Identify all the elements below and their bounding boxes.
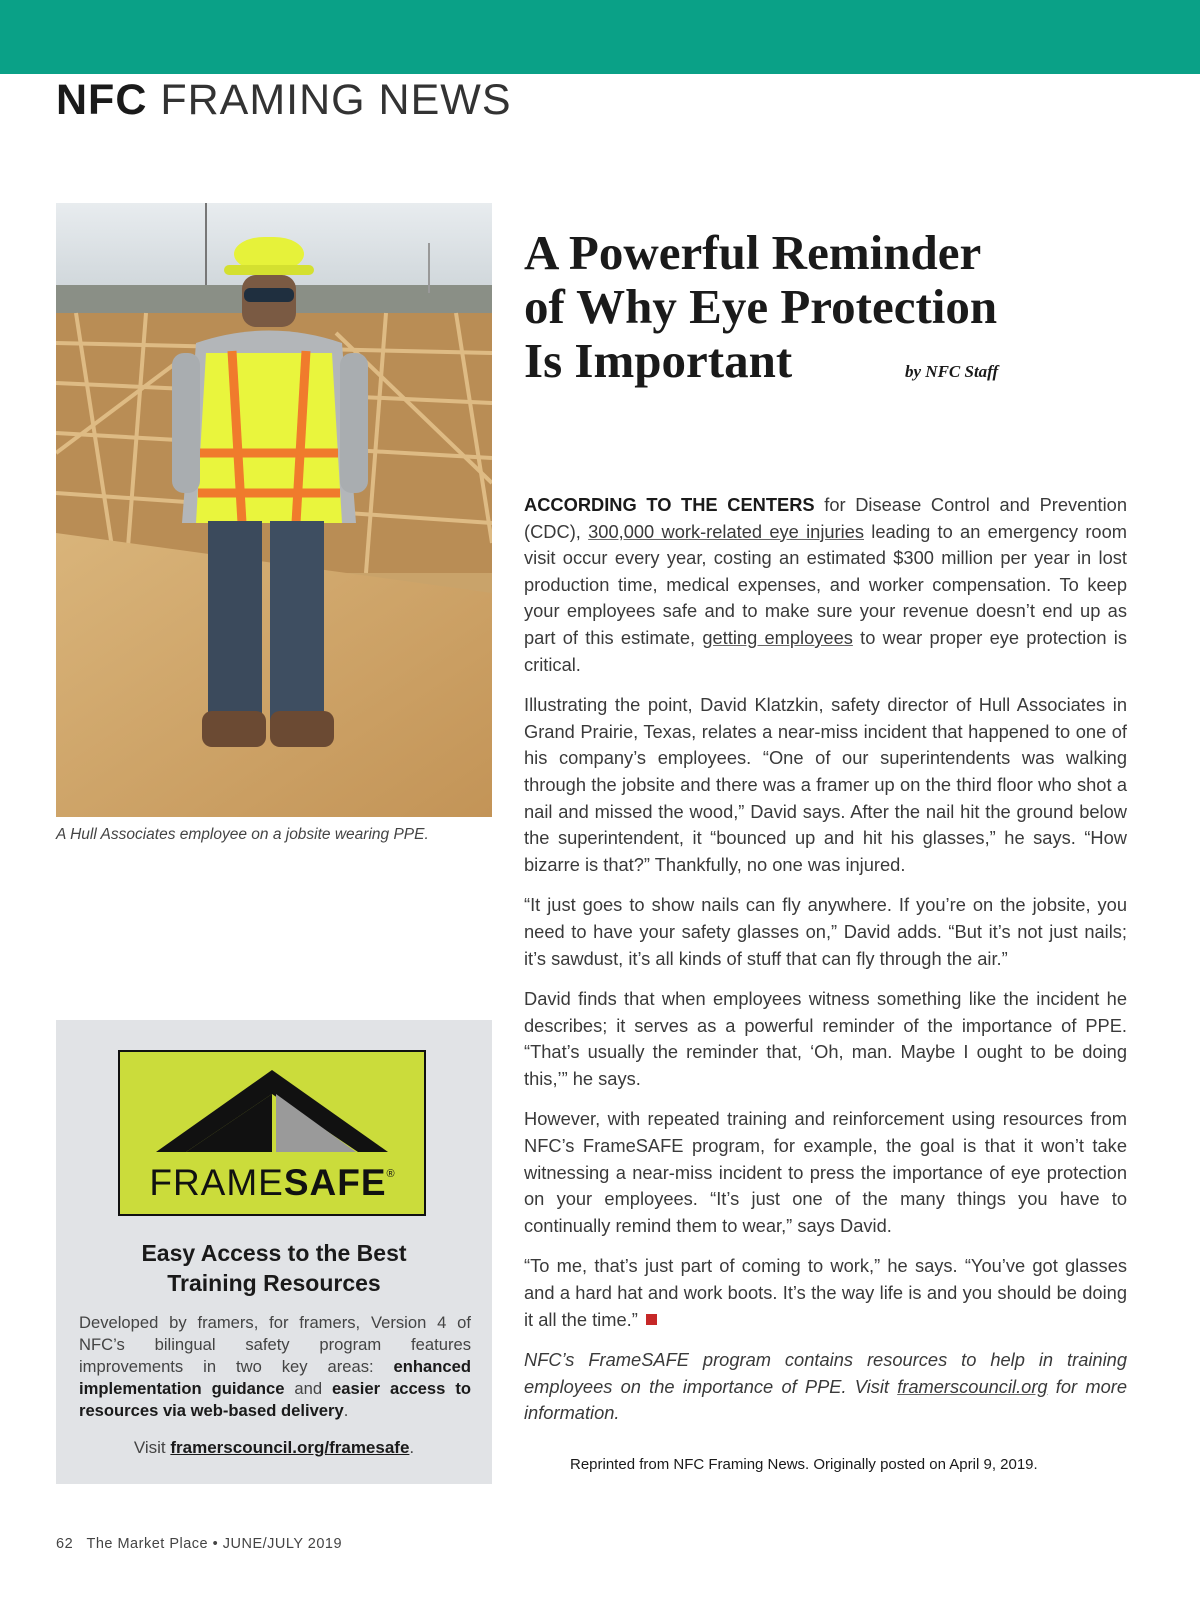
paragraph-7-text-b: for more information. <box>524 1375 1127 1424</box>
paragraph-1-text-b: leading to an emergency room visit occur every year, costing an estimated $300 million per year in lost production time, medical expenses, and worker compensation. To keep your employees safe and to make sure your revenue doesn’t end up as part of this estimate, <box>524 520 1127 648</box>
paragraph-6 <box>524 1253 1127 1333</box>
paragraph-2: Illustrating the point, David Klatzkin, safety director of Hull Associates in Grand Prairie, Texas, relates a near-miss incident that happened to one of his company’s employees. “One of our superintendents was walking through the jobsite and there was a framer up on the third floor who shot a nail and missed the wood,” David says. After the nail hit the ground below the superintendent, it “bounced up and hit his glasses,” he says. “How bizarre is that?” Thankfully, no one was injured. <box>524 694 1127 875</box>
paragraph-1-lead: ACCORDING TO THE CENTERS <box>524 494 815 515</box>
logo-frame-text: FRAME <box>149 1162 284 1203</box>
roof-icon <box>120 1052 424 1162</box>
page-footer: 62 The Market Place • JUNE/JULY 2019 <box>56 1536 343 1552</box>
top-color-bar <box>0 0 1200 74</box>
framesafe-logo <box>118 1050 426 1216</box>
promo-text-a: Developed by framers, for framers, Version 4 of NFC’s bilingual safety program features improvements in two key areas: <box>79 1313 471 1376</box>
promo-title-line-2: Training Resources <box>167 1270 381 1296</box>
promo-text-end: . <box>343 1401 349 1420</box>
worker-photo-illustration <box>56 203 492 817</box>
paragraph-1-text-a: for Disease Control and Prevention (CDC), <box>524 494 1127 542</box>
paragraph-1-text-c: to wear proper eye protection is critical. <box>524 626 1128 675</box>
paragraph-3: “It just goes to show nails can fly anywhere. If you’re on the jobsite, you need to have your safety glasses on,” David adds. “But it’s not just nails; it’s sawdust, it’s all kinds of stuff that can fly through the air.” <box>524 894 1127 969</box>
framesafe-promo-box <box>56 1020 492 1484</box>
paragraph-1 <box>524 492 1127 678</box>
article-byline: by NFC Staff <box>905 362 999 381</box>
paragraph-7 <box>524 1347 1127 1427</box>
article-title <box>524 226 1084 388</box>
promo-bold-1: enhanced implementation guidance <box>79 1357 471 1398</box>
promo-title-line-1: Easy Access to the Best <box>141 1240 407 1266</box>
logo-safe-text: SAFE <box>283 1162 387 1203</box>
promo-visit-end: . <box>409 1438 415 1457</box>
paragraph-7-text-a: NFC’s FrameSAFE program contains resources to help in training employees on the importance of PPE. Visit <box>524 1349 1127 1397</box>
article-title-line-3: Is Important <box>524 333 793 388</box>
reprint-note: Reprinted from NFC Framing News. Originally posted on April 9, 2019. <box>570 1456 1038 1473</box>
promo-description <box>79 1312 471 1422</box>
photo-caption: A Hull Associates employee on a jobsite wearing PPE. <box>56 826 429 843</box>
page-number: 62 <box>56 1536 74 1552</box>
paragraph-6-text: “To me, that’s just part of coming to work,” he says. “You’ve got glasses and a hard hat and work boots. It’s the way life is and you should be doing it all the time.” <box>524 1255 1127 1330</box>
issue-date: JUNE/JULY 2019 <box>222 1536 343 1552</box>
article-title-line-1: A Powerful Reminder <box>524 225 982 280</box>
framesafe-wordmark <box>120 1162 424 1204</box>
masthead-framing-news: FRAMING NEWS <box>160 76 512 124</box>
end-of-article-mark <box>646 1314 657 1325</box>
eye-injuries-link[interactable]: 300,000 work-related eye injuries <box>588 520 865 542</box>
publication-name: The Market Place <box>86 1536 209 1552</box>
masthead-nfc: NFC <box>56 76 148 124</box>
promo-visit-line <box>56 1438 492 1458</box>
framesafe-link[interactable]: framerscouncil.org/framesafe <box>170 1438 410 1457</box>
promo-text-and: and <box>284 1379 333 1398</box>
article-title-line-2: of Why Eye Protection <box>524 279 998 334</box>
framerscouncil-link[interactable]: framerscouncil.org <box>897 1375 1048 1397</box>
promo-visit-label: Visit <box>133 1438 171 1457</box>
paragraph-5: However, with repeated training and reinforcement using resources from NFC’s FrameSAFE program, for example, the goal is that it won’t take witnessing a near-miss incident to press the importance of eye protection on your employees. “It’s just one of the many things you have to continually remind them to wear,” says David. <box>524 1108 1127 1236</box>
getting-employees-link[interactable]: getting employees <box>702 626 853 648</box>
promo-bold-2: easier access to resources via web-based delivery <box>79 1379 471 1420</box>
paragraph-4: David finds that when employees witness something like the incident he describes; it serves as a powerful reminder of the importance of PPE. “That’s usually the reminder that, ‘Oh, man. Maybe I ought to be doing this,’” he says. <box>524 988 1127 1089</box>
masthead <box>56 76 512 125</box>
registered-mark: ® <box>386 1168 395 1180</box>
article-body <box>524 492 1127 1441</box>
promo-title <box>56 1238 492 1298</box>
worker-photo <box>56 203 492 817</box>
